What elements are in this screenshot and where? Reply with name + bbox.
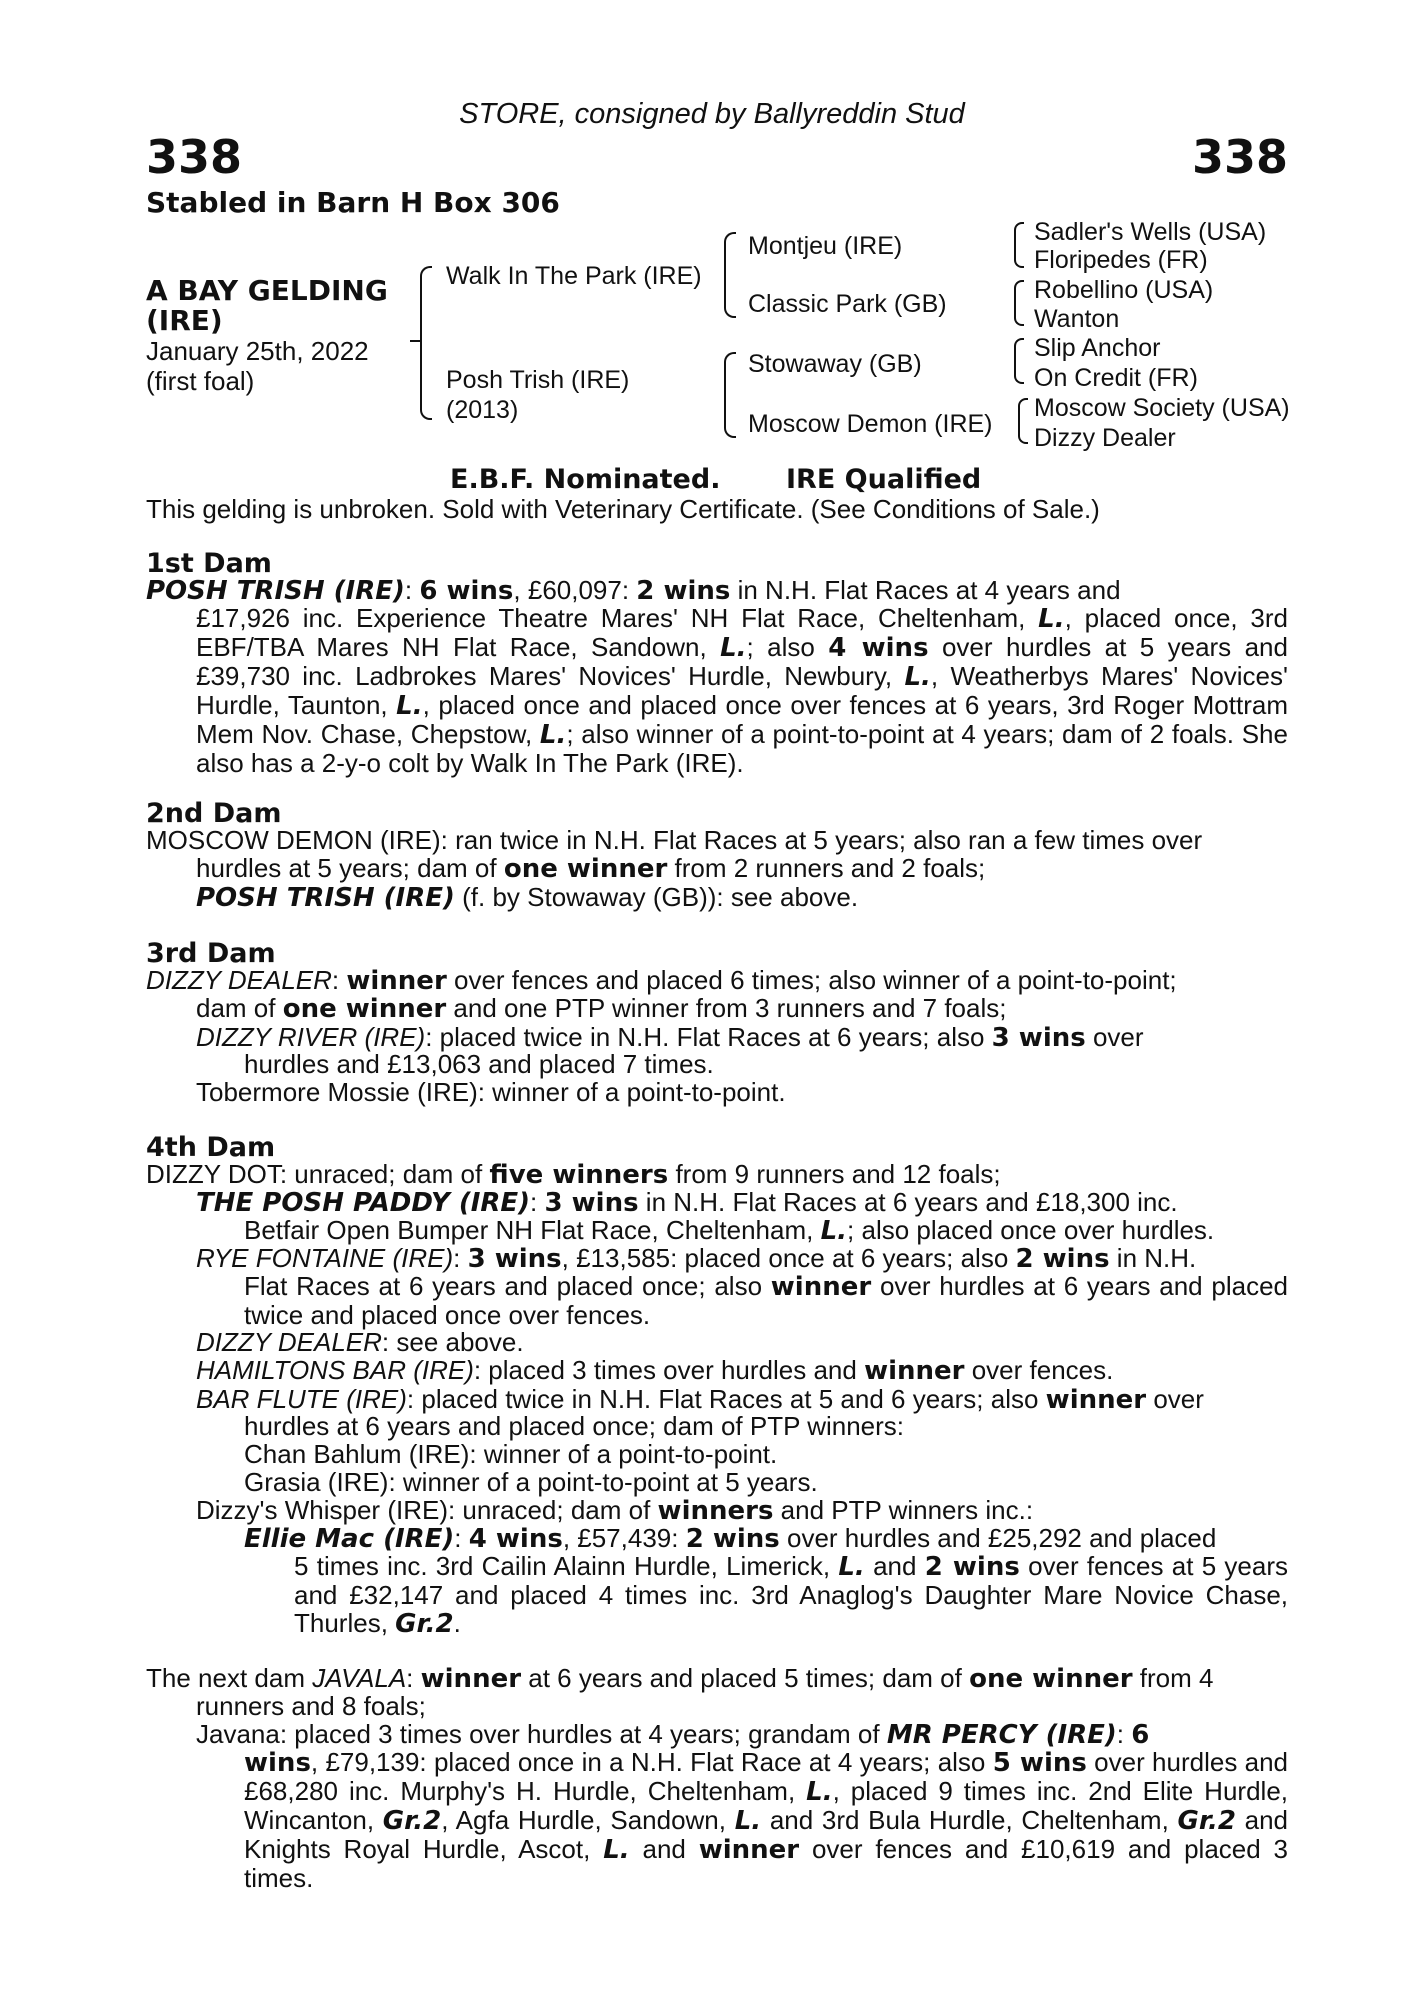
consignment-line: STORE, consigned by Ballyreddin Stud xyxy=(459,98,965,130)
pedigree-dam-year: (2013) xyxy=(446,396,519,424)
third-dam-text-cont: dam of one winner and one PTP winner from 3 runners and 7 foals; DIZZY RIVER (IRE): placed twice in N.H. Flat Races at 6 years; also 3 wins over xyxy=(196,993,1144,1053)
lot-number-left: 338 xyxy=(146,130,243,184)
pedigree-gg5: Slip Anchor xyxy=(1034,334,1161,362)
pedigree-gg8: Dizzy Dealer xyxy=(1034,424,1176,452)
ebf-nominated: E.B.F. Nominated. xyxy=(450,464,721,495)
pedigree-brace-g1 xyxy=(1014,222,1024,268)
pedigree-sire-sire: Montjeu (IRE) xyxy=(748,232,903,260)
fourth-dam-ellie-mac: Ellie Mac (IRE): 4 wins, £57,439: 2 wins over hurdles and £25,292 and placed xyxy=(244,1523,1217,1554)
next-dam-mr-percy: wins, £79,139: placed once in a N.H. Flat Race at 4 years; also 5 wins over hurdles and £68,280 inc. Murphy's H. Hurdle, Cheltenham, L., placed 9 times inc. 2nd Elite Hurdle, Wincanton, Gr.2, Agfa Hurdle, Sandown, L. and 3rd Bula Hurdle, Cheltenham, Gr.2 and Knights Royal Hurdle, Ascot, L. and winner over fences and £10,619 and placed 3 times. xyxy=(244,1747,1289,1893)
pedigree-sire-dam: Classic Park (GB) xyxy=(748,290,947,318)
pedigree-gg7: Moscow Society (USA) xyxy=(1034,394,1290,422)
fourth-dam-rye-fontaine-cont: Flat Races at 6 years and placed once; also winner over hurdles at 6 years and placed twice and placed once over fences. xyxy=(244,1271,1288,1330)
fourth-dam-posh-paddy: THE POSH PADDY (IRE): 3 wins in N.H. Flat Races at 6 years and £18,300 inc. xyxy=(196,1187,1178,1218)
first-dam-heading: 1st Dam xyxy=(146,548,272,579)
pedigree-brace-g3 xyxy=(1014,338,1024,384)
stabled-location: Stabled in Barn H Box 306 xyxy=(146,186,560,219)
pedigree-gg1: Sadler's Wells (USA) xyxy=(1034,218,1267,246)
pedigree-brace-g4 xyxy=(1018,398,1028,444)
pedigree-gg2: Floripedes (FR) xyxy=(1034,246,1208,274)
unbroken-note: This gelding is unbroken. Sold with Veterinary Certificate. (See Conditions of Sale.) xyxy=(146,494,1100,524)
third-dam-heading: 3rd Dam xyxy=(146,938,276,969)
first-dam-text: POSH TRISH (IRE): 6 wins, £60,097: 2 wins in N.H. Flat Races at 4 years and xyxy=(146,575,1121,606)
second-dam-text-cont: hurdles at 5 years; dam of one winner from 2 runners and 2 foals; POSH TRISH (IRE) (f. by Stowaway (GB)): see above. xyxy=(196,853,986,913)
next-dam-text: The next dam JAVALA: winner at 6 years and placed 5 times; dam of one winner from 4 xyxy=(146,1663,1214,1694)
foal-note: (first foal) xyxy=(146,366,255,396)
fourth-dam-ellie-mac-cont: 5 times inc. 3rd Cailin Alainn Hurdle, Limerick, L. and 2 wins over fences at 5 years and £32,147 and placed 4 times inc. 3rd Anaglog's Daughter Mare Novice Chase, Thurles, Gr.2. xyxy=(294,1551,1288,1639)
pedigree-dam-sire: Stowaway (GB) xyxy=(748,350,922,378)
first-dam-text-cont: £17,926 inc. Experience Theatre Mares' NH Flat Race, Cheltenham, L., placed once, 3rd EBF/TBA Mares NH Flat Race, Sandown, L.; also 4 wins over hurdles at 5 years and £39,730 inc. Ladbrokes Mares' Novices' Hurdle, Newbury, L., Weatherbys Mares' Novices' Hurdle, Taunton, L., placed once and placed once over fences at 6 years, 3rd Roger Mottram Mem Nov. Chase, Chepstow, L.; also winner of a point-to-point at 4 years; dam of 2 foals. She also has a 2-y-o colt by Walk In The Park (IRE). xyxy=(196,603,1288,778)
ire-qualified: IRE Qualified xyxy=(786,464,982,495)
pedigree-gg6: On Credit (FR) xyxy=(1034,364,1198,392)
fourth-dam-dizzy-dealer: DIZZY DEALER: see above. HAMILTONS BAR (IRE): placed 3 times over hurdles and winner over fences. BAR FLUTE (IRE): placed twice in N.H. Flat Races at 5 and 6 years; also winner over xyxy=(196,1327,1204,1415)
next-dam-text-cont: runners and 8 foals; Javana: placed 3 times over hurdles at 4 years; grandam of MR PERCY (IRE): 6 xyxy=(196,1691,1150,1750)
fourth-dam-text: DIZZY DOT: unraced; dam of five winners from 9 runners and 12 foals; xyxy=(146,1159,1001,1190)
third-dam-text: DIZZY DEALER: winner over fences and placed 6 times; also winner of a point-to-point; xyxy=(146,965,1177,996)
third-dam-dizzy-river-cont: hurdles and £13,063 and placed 7 times. xyxy=(244,1049,714,1079)
foaling-date: January 25th, 2022 xyxy=(146,336,369,366)
pedigree-dam-dam: Moscow Demon (IRE) xyxy=(748,410,993,438)
pedigree-dam: Posh Trish (IRE) xyxy=(446,366,630,394)
pedigree-brace-sire xyxy=(724,232,736,318)
fourth-dam-heading: 4th Dam xyxy=(146,1132,276,1163)
lot-number-right: 338 xyxy=(1191,130,1288,184)
second-dam-text: MOSCOW DEMON (IRE): ran twice in N.H. Flat Races at 5 years; also ran a few times over xyxy=(146,825,1203,855)
pedigree-sire: Walk In The Park (IRE) xyxy=(446,262,702,290)
fourth-dam-posh-paddy-cont: Betfair Open Bumper NH Flat Race, Cheltenham, L.; also placed once over hurdles. xyxy=(244,1215,1215,1246)
fourth-dam-dizzys-whisper: Dizzy's Whisper (IRE): unraced; dam of winners and PTP winners inc.: xyxy=(196,1495,1034,1526)
second-dam-heading: 2nd Dam xyxy=(146,798,282,829)
fourth-dam-bar-flute-cont: hurdles at 6 years and placed once; dam of PTP winners: Chan Bahlum (IRE): winner of a point-to-point. Grasia (IRE): winner of a point-to-point at 5 years. xyxy=(244,1411,905,1497)
third-dam-tobermore: Tobermore Mossie (IRE): winner of a point-to-point. xyxy=(196,1077,786,1107)
pedigree-gg3: Robellino (USA) xyxy=(1034,276,1214,304)
pedigree-brace-dam xyxy=(724,352,736,438)
pedigree-gg4: Wanton xyxy=(1034,305,1120,333)
fourth-dam-rye-fontaine: RYE FONTAINE (IRE): 3 wins, £13,585: placed once at 6 years; also 2 wins in N.H. xyxy=(196,1243,1197,1274)
pedigree-brace-g2 xyxy=(1014,280,1024,326)
horse-name: A BAY GELDING (IRE) xyxy=(146,274,388,337)
